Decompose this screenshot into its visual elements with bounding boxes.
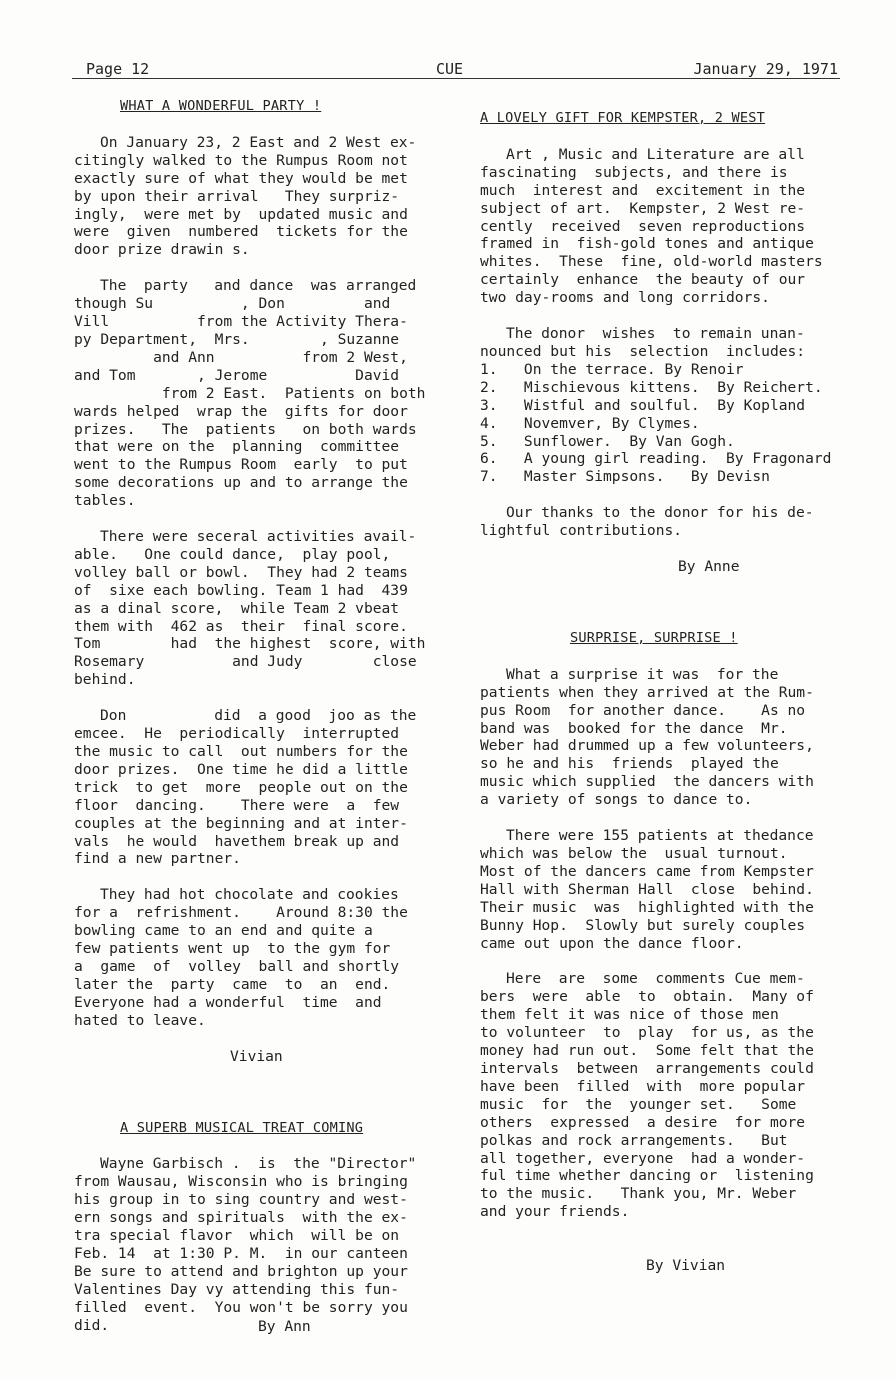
page-number: Page 12 — [86, 60, 150, 78]
text-line: filled event. You won't be sorry you — [74, 1298, 408, 1316]
text-line: of sixe each bowling. Team 1 had 439 — [74, 581, 408, 599]
page-header — [72, 58, 840, 79]
party-signature: Vivian — [230, 1047, 283, 1065]
text-line: and Ann from 2 West, — [74, 348, 408, 366]
text-line: few patients went up to the gym for — [74, 940, 391, 958]
text-line: trick to get more people out on the — [74, 778, 408, 796]
text-line: patients when they arrived at the Rum- — [480, 683, 814, 701]
text-line: door prize drawin s. — [74, 241, 250, 259]
text-line: wards helped wrap the gifts for door — [74, 402, 408, 420]
text-line: later the party came to an end. — [74, 975, 391, 993]
surprise-paragraph-2 — [480, 827, 826, 952]
text-line: On January 23, 2 East and 2 West ex- — [100, 133, 417, 151]
text-line: Everyone had a wonderful time and — [74, 993, 382, 1011]
text-line: to volunteer to play for us, as the — [480, 1024, 814, 1042]
list-item: 4. Novemver, By Clymes. — [480, 414, 700, 432]
right-column — [480, 98, 832, 1275]
text-line: some decorations up and to arrange the — [74, 474, 408, 492]
text-line: behind. — [74, 671, 136, 689]
text-line: tra special flavor which will be on — [74, 1227, 400, 1245]
text-line: band was booked for the dance Mr. — [480, 719, 788, 737]
text-line: What a surprise it was for the — [506, 665, 779, 683]
text-line: floor dancing. There were a few — [74, 796, 400, 814]
surprise-paragraph-1 — [480, 666, 826, 809]
list-item: 1. On the terrace. By Renoir — [480, 360, 744, 378]
text-line: emcee. He periodically interrupted — [74, 725, 400, 743]
text-line: for a refrishment. Around 8:30 the — [74, 904, 408, 922]
text-line: Art , Music and Literature are all — [506, 145, 805, 163]
surprise-signature: By Vivian — [646, 1257, 726, 1275]
text-line: much interest and excitement in the — [480, 181, 806, 199]
text-line: There were seceral activities avail- — [100, 528, 417, 546]
text-line: Feb. 14 at 1:30 P. M. in our canteen — [74, 1244, 408, 1262]
text-line: all together, everyone had a wonder- — [480, 1149, 806, 1167]
text-line: prizes. The patients on both wards — [74, 420, 417, 438]
issue-date: January 29, 1971 — [693, 60, 838, 78]
party-paragraph-2 — [74, 277, 426, 510]
text-line: Bunny Hop. Slowly but surely couples — [480, 916, 806, 934]
text-line: There were 155 patients at thedance — [506, 827, 814, 845]
list-item: 3. Wistful and soulful. By Kopland — [480, 396, 806, 414]
text-line: went to the Rumpus Room early to put — [74, 456, 408, 474]
article-title-surprise: SURPRISE, SURPRISE ! — [570, 629, 738, 646]
text-line: music which supplied the dancers with — [480, 773, 814, 791]
text-line: so he and his friends played the — [480, 755, 779, 773]
gift-artwork-list — [480, 360, 832, 486]
list-item: 5. Sunflower. By Van Gogh. — [480, 432, 735, 450]
text-line: framed in fish-gold tones and antique — [480, 235, 814, 253]
text-line: as a dinal score, while Team 2 vbeat — [74, 599, 400, 617]
text-line: tables. — [74, 492, 136, 510]
list-item: 2. Mischievous kittens. By Reichert. — [480, 378, 823, 396]
text-line: Vill from the Activity Thera- — [74, 313, 408, 331]
text-line: them felt it was nice of those men — [480, 1006, 779, 1024]
text-line: to the music. Thank you, Mr. Weber — [480, 1185, 797, 1203]
text-line: that were on the planning committee — [74, 438, 400, 456]
list-item: 6. A young girl reading. By Fragonard — [480, 450, 832, 468]
text-line: Be sure to attend and brighton up your — [74, 1262, 408, 1280]
text-line: ingly, were met by updated music and — [74, 205, 408, 223]
text-line: from Wausau, Wisconsin who is bringing — [74, 1173, 408, 1191]
text-line: hated to leave. — [74, 1011, 206, 1029]
text-line: intervals between arrangements could — [480, 1059, 814, 1077]
surprise-paragraph-3 — [480, 970, 826, 1221]
text-line: the music to call out numbers for the — [74, 743, 408, 760]
left-column — [74, 98, 426, 1336]
gift-paragraph-3 — [480, 504, 826, 540]
text-line: ern songs and spirituals with the ex- — [74, 1209, 408, 1227]
text-line: bers were able to obtain. Many of — [480, 988, 814, 1006]
musical-signature: By Ann — [258, 1318, 311, 1336]
text-line: and your friends. — [480, 1203, 630, 1221]
text-line: bowling came to an end and quite a — [74, 922, 373, 940]
text-line: two day-rooms and long corridors. — [480, 289, 770, 307]
text-line: have been filled with more popular — [480, 1077, 806, 1095]
text-line: fascinating subjects, and there is — [480, 163, 788, 181]
gift-signature: By Anne — [678, 558, 740, 576]
text-line: polkas and rock arrangements. But — [480, 1131, 788, 1149]
party-paragraph-4 — [74, 707, 426, 868]
text-line: subject of art. Kempster, 2 West re- — [480, 199, 806, 217]
text-line: which was below the usual turnout. — [480, 845, 788, 862]
text-line: volley ball or bowl. They had 2 teams — [74, 563, 408, 581]
text-line: citingly walked to the Rumpus Room not — [74, 151, 408, 169]
text-line: though Su , Don and — [74, 295, 391, 313]
text-line: pus Room for another dance. As no — [480, 701, 806, 719]
text-line: Weber had drummed up a few volunteers, — [480, 737, 814, 755]
text-line: Their music was highlighted with the — [480, 898, 814, 916]
text-line: able. One could dance, play pool, — [74, 545, 391, 563]
text-line: nounced but his selection includes: — [480, 342, 806, 360]
text-line: did. — [74, 1316, 110, 1334]
article-title-musical: A SUPERB MUSICAL TREAT COMING — [120, 1119, 364, 1136]
party-paragraph-3 — [74, 528, 426, 689]
text-line: Don did a good joo as the — [100, 707, 417, 725]
gift-paragraph-1 — [480, 146, 826, 307]
text-line: Valentines Day vy attending this fun- — [74, 1280, 400, 1298]
text-line: came out upon the dance floor. — [480, 934, 744, 952]
text-line: door prizes. One time he did a little — [74, 760, 408, 778]
text-line: Our thanks to the donor for his de- — [506, 504, 814, 522]
text-line: them with 462 as their final score. — [74, 617, 408, 635]
text-line: a game of volley ball and shortly — [74, 957, 400, 975]
article-title-party: WHAT A WONDERFUL PARTY ! — [120, 98, 322, 114]
text-line: The party and dance was arranged — [100, 277, 417, 295]
musical-paragraph-1 — [74, 1155, 426, 1334]
text-line: Rosemary and Judy close — [74, 653, 417, 671]
text-line: ful time whether dancing or listening — [480, 1167, 814, 1185]
text-line: exactly sure of what they would be met — [74, 169, 408, 187]
text-line: certainly enhance the beauty of our — [480, 271, 806, 289]
text-line: py Department, Mrs. , Suzanne — [74, 330, 400, 348]
text-line: lightful contributions. — [480, 522, 683, 540]
text-line: Wayne Garbisch . is the "Director" — [100, 1155, 417, 1173]
text-line: cently received seven reproductions — [480, 217, 806, 235]
text-line: Hall with Sherman Hall close behind. — [480, 880, 814, 898]
text-line: whites. These fine, old-world masters — [480, 253, 823, 271]
text-line: find a new partner. — [74, 850, 241, 868]
text-line: The donor wishes to remain unan- — [506, 325, 805, 343]
text-line: Here are some comments Cue mem- — [506, 970, 805, 988]
text-line: were given numbered tickets for the — [74, 223, 408, 241]
party-paragraph-5 — [74, 886, 426, 1029]
text-line: by upon their arrival They surpriz- — [74, 187, 400, 205]
text-line: and Tom , Jerome David — [74, 366, 400, 384]
text-line: Most of the dancers came from Kempster — [480, 862, 814, 880]
list-item: 7. Master Simpsons. By Devisn — [480, 468, 770, 486]
text-line: a variety of songs to dance to. — [480, 791, 753, 809]
gift-paragraph-2 — [480, 325, 826, 361]
text-line: his group in to sing country and west- — [74, 1191, 408, 1209]
text-line: music for the younger set. Some — [480, 1095, 797, 1113]
newsletter-title: CUE — [436, 60, 464, 78]
text-line: They had hot chocolate and cookies — [100, 886, 399, 904]
party-paragraph-1 — [74, 134, 426, 259]
text-line: Tom had the highest score, with — [74, 635, 426, 653]
text-line: from 2 East. Patients on both — [74, 384, 426, 402]
text-line: vals he would havethem break up and — [74, 832, 400, 850]
article-title-gift: A LOVELY GIFT FOR KEMPSTER, 2 WEST — [480, 110, 766, 126]
text-line: money had run out. Some felt that the — [480, 1042, 814, 1060]
text-line: couples at the beginning and at inter- — [74, 814, 408, 832]
text-line: others expressed a desire for more — [480, 1113, 806, 1131]
